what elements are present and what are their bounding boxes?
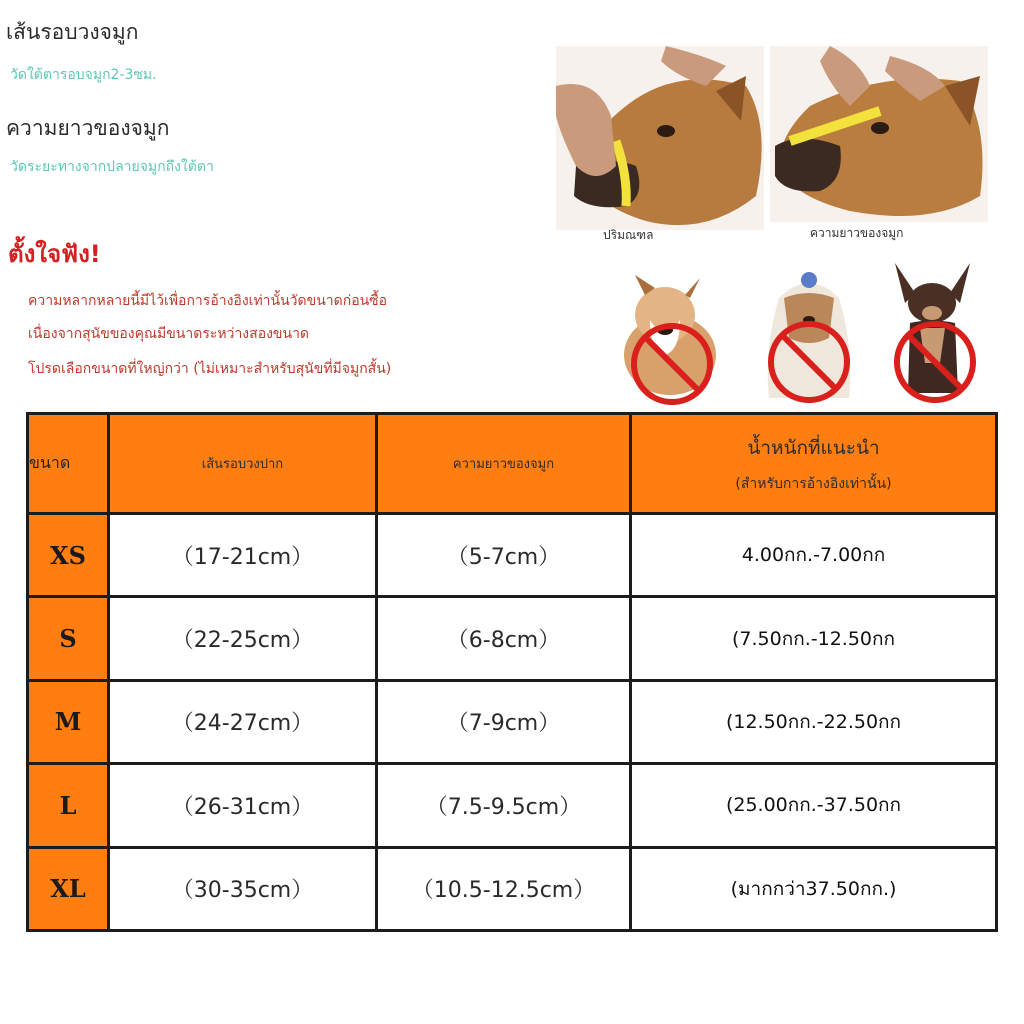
length-measure-photo (770, 46, 988, 222)
circumference-value: （22-25cm） (109, 597, 377, 680)
warning-line-1: ความหลากหลายนี้มีไว้เพื่อการอ้างอิงเท่านั้นวัดขนาดก่อนซื้อ (28, 293, 388, 309)
header-weight (631, 414, 997, 514)
table-row (28, 680, 997, 763)
circumference-value: （26-31cm） (109, 764, 377, 847)
circumference-photo-caption: ปริมณฑล (603, 228, 654, 242)
length-hint: วัดระยะทางจากปลายจมูกถึงใต้ตา (10, 159, 214, 175)
length-title: ความยาวของจมูก (6, 116, 170, 140)
length-value: （5-7cm） (377, 514, 631, 597)
size-label: L (28, 764, 109, 847)
size-label: XS (28, 514, 109, 597)
header-weight-note: (สำหรับการอ้างอิงเท่านั้น) (735, 475, 892, 492)
size-chart-table (26, 412, 998, 932)
size-label: S (28, 597, 109, 680)
circumference-value: （30-35cm） (109, 847, 377, 930)
warning-line-3: โปรดเลือกขนาดที่ใหญ่กว่า (ไม่เหมาะสำหรับสุนัขที่มีจมูกสั้น) (28, 361, 392, 377)
circumference-value: （17-21cm） (109, 514, 377, 597)
table-row (28, 514, 997, 597)
header-length: ความยาวของจมูก (377, 414, 631, 514)
circumference-title: เส้นรอบวงจมูก (6, 20, 139, 44)
header-weight-title: น้ำหนักที่แนะนำ (747, 436, 880, 459)
weight-value: 4.00กก.-7.00กก (631, 514, 997, 597)
length-value: （6-8cm） (377, 597, 631, 680)
table-row (28, 847, 997, 930)
chihuahua-not-suitable-image (880, 258, 986, 406)
length-value: （7.5-9.5cm） (377, 764, 631, 847)
table-row (28, 764, 997, 847)
table-row (28, 597, 997, 680)
circumference-value: （24-27cm） (109, 680, 377, 763)
length-value: （10.5-12.5cm） (377, 847, 631, 930)
warning-title: ตั้งใจฟัง! (8, 240, 101, 268)
circumference-measure-photo (556, 46, 764, 230)
weight-value: (7.50กก.-12.50กก (631, 597, 997, 680)
size-label: XL (28, 847, 109, 930)
weight-value: (มากกว่า37.50กก.) (631, 847, 997, 930)
length-photo-caption: ความยาวของจมูก (810, 226, 904, 240)
header-circumference: เส้นรอบวงปาก (109, 414, 377, 514)
table-header-row (28, 414, 997, 514)
circumference-hint: วัดใต้ตารอบจมูก2-3ซม. (10, 67, 157, 83)
weight-value: (12.50กก.-22.50กก (631, 680, 997, 763)
bulldog-not-suitable-image (610, 260, 734, 406)
length-value: （7-9cm） (377, 680, 631, 763)
header-size: ขนาด (28, 414, 109, 514)
weight-value: (25.00กก.-37.50กก (631, 764, 997, 847)
size-label: M (28, 680, 109, 763)
warning-line-2: เนื่องจากสุนัขของคุณมีขนาดระหว่างสองขนาด (28, 326, 310, 342)
shih-tzu-not-suitable-image (754, 258, 864, 406)
